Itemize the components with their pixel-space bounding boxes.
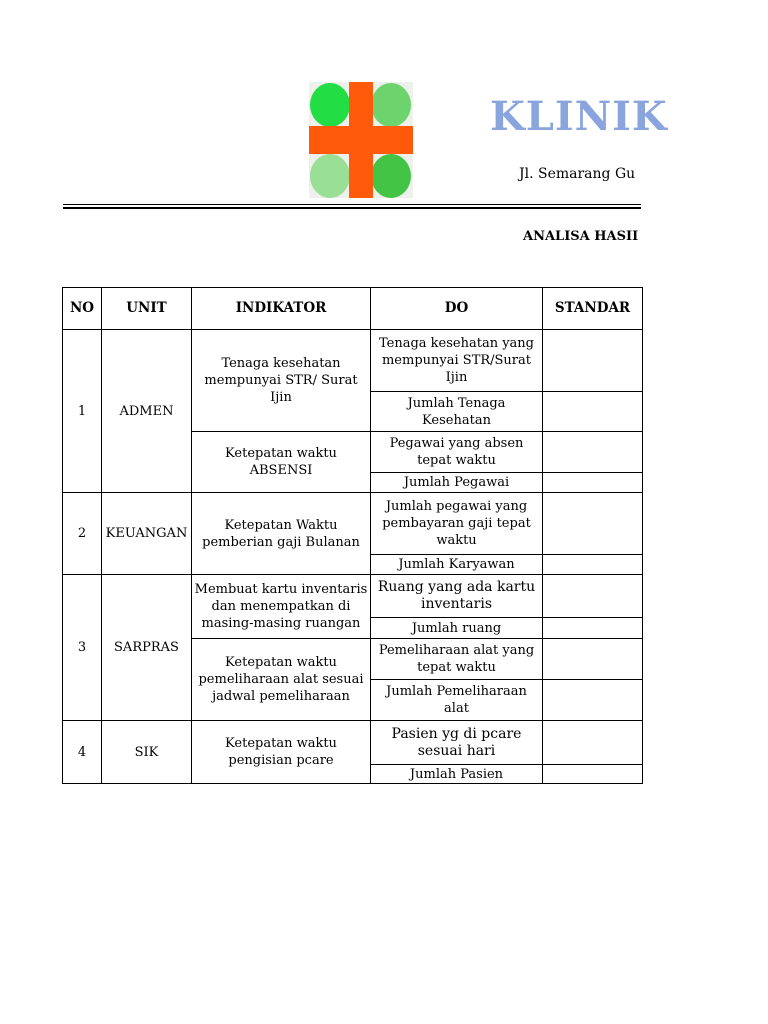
column-header-no: NO xyxy=(63,288,102,330)
do-cell: Pegawai yang absen tepat waktu xyxy=(371,432,543,473)
standar-cell xyxy=(543,432,643,473)
unit-cell: KEUANGAN xyxy=(102,493,192,575)
row-number: 3 xyxy=(63,575,102,721)
do-cell: Jumlah Karyawan xyxy=(371,555,543,575)
indicator-cell: Ketepatan waktu pengisian pcare xyxy=(192,721,371,784)
table-row xyxy=(63,721,643,765)
standar-cell xyxy=(543,680,643,721)
standar-cell xyxy=(543,721,643,765)
column-header-unit: UNIT xyxy=(102,288,192,330)
column-header-indikator: INDIKATOR xyxy=(192,288,371,330)
do-cell: Ruang yang ada kartu inventaris xyxy=(371,575,543,618)
table-row xyxy=(63,575,643,618)
do-cell: Pasien yg di pcare sesuai hari xyxy=(371,721,543,765)
do-cell: Jumlah Tenaga Kesehatan xyxy=(371,392,543,432)
standar-cell xyxy=(543,555,643,575)
document-title: ANALISA HASII xyxy=(523,229,639,244)
standar-cell xyxy=(543,639,643,680)
table-row xyxy=(63,493,643,555)
indicator-cell: Ketepatan Waktu pemberian gaji Bulanan xyxy=(192,493,371,575)
indicator-cell: Tenaga kesehatan mempunyai STR/ Surat Ijin xyxy=(192,330,371,432)
indicator-cell: Ketepatan waktu ABSENSI xyxy=(192,432,371,493)
standar-cell xyxy=(543,330,643,392)
do-cell: Tenaga kesehatan yang mempunyai STR/Surat Ijin xyxy=(371,330,543,392)
do-cell: Pemeliharaan alat yang tepat waktu xyxy=(371,639,543,680)
unit-cell: SARPRAS xyxy=(102,575,192,721)
table-row xyxy=(63,330,643,392)
header-divider-thick xyxy=(63,207,641,209)
unit-cell: ADMEN xyxy=(102,330,192,493)
indicator-table xyxy=(62,287,643,784)
do-cell: Jumlah ruang xyxy=(371,618,543,639)
indicator-cell: Membuat kartu inventaris dan menempatkan di masing-masing ruangan xyxy=(192,575,371,639)
do-cell: Jumlah Pegawai xyxy=(371,473,543,493)
standar-cell xyxy=(543,473,643,493)
row-number: 4 xyxy=(63,721,102,784)
clinic-address: Jl. Semarang Gu xyxy=(519,166,636,182)
column-header-do: DO xyxy=(371,288,543,330)
row-number: 1 xyxy=(63,330,102,493)
unit-cell: SIK xyxy=(102,721,192,784)
row-number: 2 xyxy=(63,493,102,575)
do-cell: Jumlah pegawai yang pembayaran gaji tepat waktu xyxy=(371,493,543,555)
do-cell: Jumlah Pemeliharaan alat xyxy=(371,680,543,721)
standar-cell xyxy=(543,493,643,555)
header-divider xyxy=(63,204,641,205)
standar-cell xyxy=(543,392,643,432)
standar-cell xyxy=(543,618,643,639)
clinic-name: KLINIK xyxy=(490,93,668,140)
indicator-cell: Ketepatan waktu pemeliharaan alat sesuai jadwal pemeliharaan xyxy=(192,639,371,721)
column-header-standar: STANDAR xyxy=(543,288,643,330)
standar-cell xyxy=(543,765,643,784)
do-cell: Jumlah Pasien xyxy=(371,765,543,784)
clinic-logo-icon xyxy=(309,82,413,198)
standar-cell xyxy=(543,575,643,618)
